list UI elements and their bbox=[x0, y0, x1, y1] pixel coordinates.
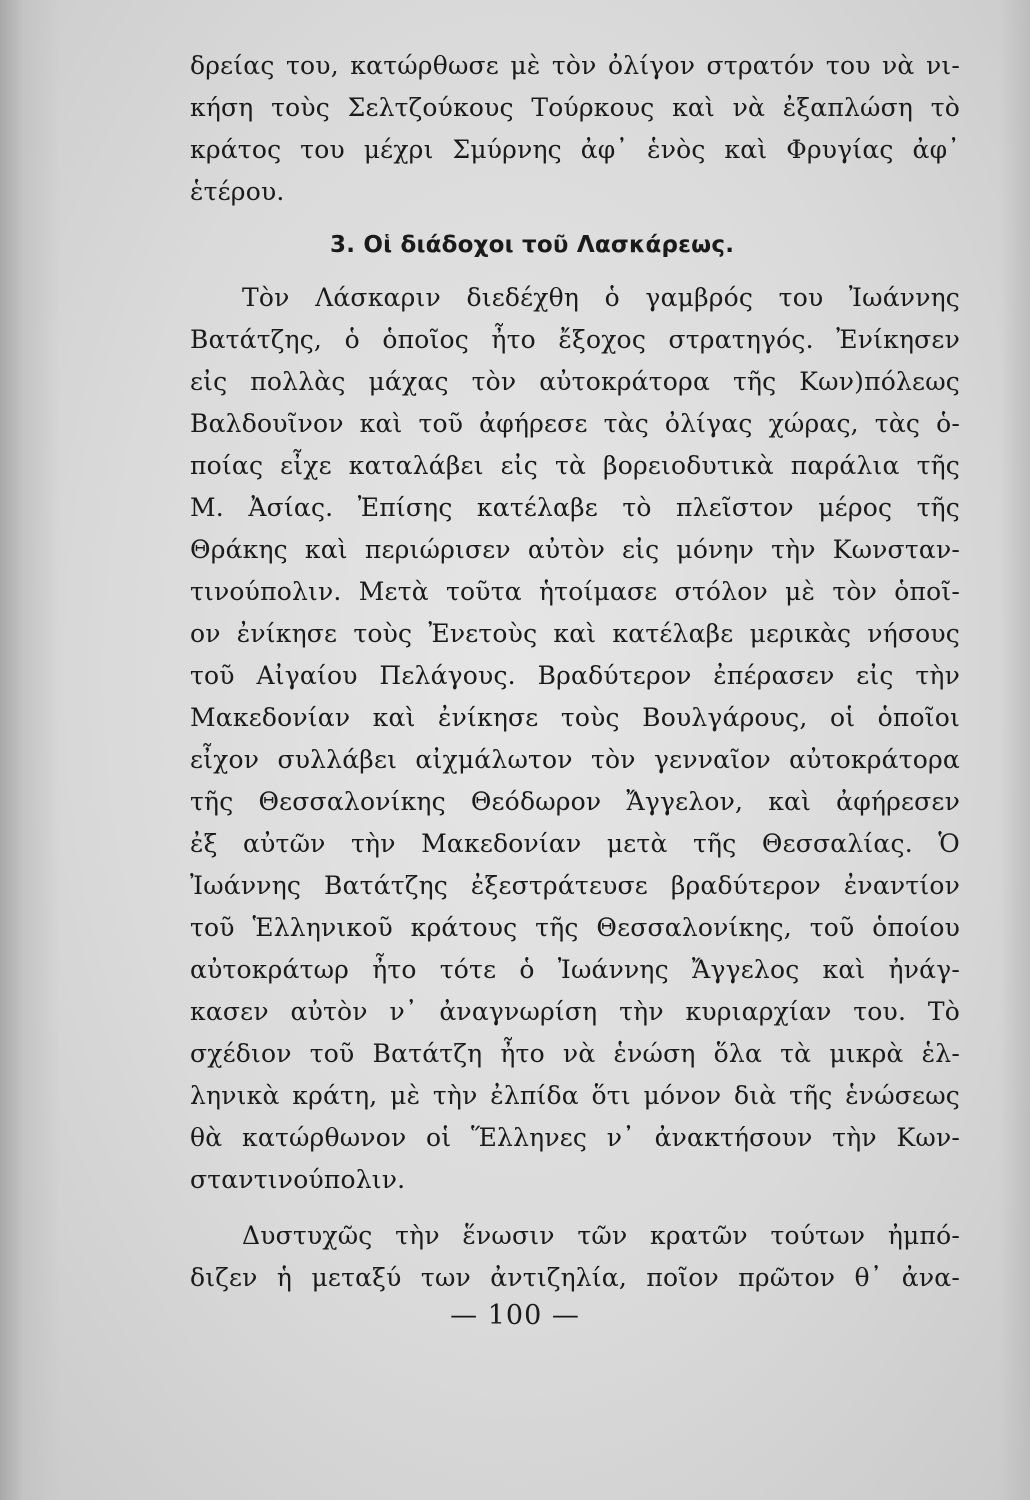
text-line: δρείας του, κατώρθωσε μὲ τὸν ὀλίγον στρατόν του νὰ νι- bbox=[190, 51, 960, 80]
text-line: σταντινούπολιν. bbox=[190, 1165, 406, 1194]
text-line: Ἰωάννης Βατάτζης ἐξεστράτευσε βραδύτερον ἐναντίον bbox=[190, 871, 960, 900]
text-line: τῆς Θεσσαλονίκης Θεόδωρον Ἄγγελον, καὶ ἀφήρεσεν bbox=[190, 787, 960, 816]
text-line: ἐξ αὐτῶν τὴν Μακεδονίαν μετὰ τῆς Θεσσαλίας. Ὁ bbox=[190, 829, 960, 858]
text-line: κήση τοὺς Σελτζούκους Τούρκους καὶ νὰ ἐξαπλώση τὸ bbox=[190, 93, 960, 122]
page-number: — 100 — bbox=[450, 1300, 580, 1331]
text-line: θὰ κατώρθωνον οἱ Ἕλληνες ν᾽ ἀνακτήσουν τὴν Κων- bbox=[190, 1123, 960, 1152]
text-line: εἶχον συλλάβει αἰχμάλωτον τὸν γενναῖον αὐτοκράτορα bbox=[190, 745, 960, 774]
text-line: ληνικὰ κράτη, μὲ τὴν ἐλπίδα ὅτι μόνον διὰ τῆς ἑνώσεως bbox=[190, 1081, 960, 1110]
paragraph-gap bbox=[190, 1201, 960, 1215]
text-line: αὐτοκράτωρ ἦτο τότε ὁ Ἰωάννης Ἄγγελος καὶ ἠνάγ- bbox=[190, 955, 960, 984]
page-text bbox=[190, 45, 960, 1299]
text-line: διζεν ἡ μεταξύ των ἀντιζηλία, ποῖον πρῶτον θ᾽ ἀνα- bbox=[190, 1263, 960, 1292]
text-line: ἑτέρου. bbox=[190, 177, 285, 206]
text-line: εἰς πολλὰς μάχας τὸν αὐτοκράτορα τῆς Κων)πόλεως bbox=[190, 367, 960, 396]
section-heading: 3. Οἱ διάδοχοι τοῦ Λασκάρεως. bbox=[330, 232, 735, 258]
paragraph-top bbox=[190, 45, 960, 213]
text-line: Μ. Ἀσίας. Ἐπίσης κατέλαβε τὸ πλεῖστον μέρος τῆς bbox=[190, 493, 960, 522]
paragraph-end bbox=[190, 1215, 960, 1299]
text-line: τινούπολιν. Μετὰ τοῦτα ἡτοίμασε στόλον μὲ τὸν ὁποῖ- bbox=[190, 577, 960, 606]
text-line: Βαλδουῖνον καὶ τοῦ ἀφήρεσε τὰς ὀλίγας χώρας, τὰς ὁ- bbox=[190, 409, 960, 438]
text-line: σχέδιον τοῦ Βατάτζη ἦτο νὰ ἑνώση ὅλα τὰ μικρὰ ἑλ- bbox=[190, 1039, 960, 1068]
text-line: κασεν αὐτὸν ν᾽ ἀναγνωρίση τὴν κυριαρχίαν του. Τὸ bbox=[190, 997, 960, 1026]
text-line: Δυστυχῶς τὴν ἕνωσιν τῶν κρατῶν τούτων ἠμπό- bbox=[242, 1221, 960, 1250]
text-line: τοῦ Ἑλληνικοῦ κράτους τῆς Θεσσαλονίκης, τοῦ ὁποίου bbox=[190, 913, 960, 942]
text-line: Τὸν Λάσκαριν διεδέχθη ὁ γαμβρός του Ἰωάννης bbox=[242, 283, 960, 312]
text-line: Μακεδονίαν καὶ ἐνίκησε τοὺς Βουλγάρους, οἱ ὁποῖοι bbox=[190, 703, 960, 732]
text-line: ποίας εἶχε καταλάβει εἰς τὰ βορειοδυτικὰ παράλια τῆς bbox=[190, 451, 960, 480]
text-line: Βατάτζης, ὁ ὁποῖος ἦτο ἔξοχος στρατηγός. Ἐνίκησεν bbox=[190, 325, 960, 354]
paragraph-main bbox=[190, 277, 960, 1201]
text-line: τοῦ Αἰγαίου Πελάγους. Βραδύτερον ἐπέρασεν εἰς τὴν bbox=[190, 661, 960, 690]
text-line: Θράκης καὶ περιώρισεν αὐτὸν εἰς μόνην τὴν Κωνσταν- bbox=[190, 535, 960, 564]
text-line: ον ἐνίκησε τοὺς Ἐνετοὺς καὶ κατέλαβε μερικὰς νήσους bbox=[190, 619, 960, 648]
text-line: κράτος του μέχρι Σμύρνης ἀφ᾽ ἑνὸς καὶ Φρυγίας ἀφ᾽ bbox=[190, 135, 960, 164]
